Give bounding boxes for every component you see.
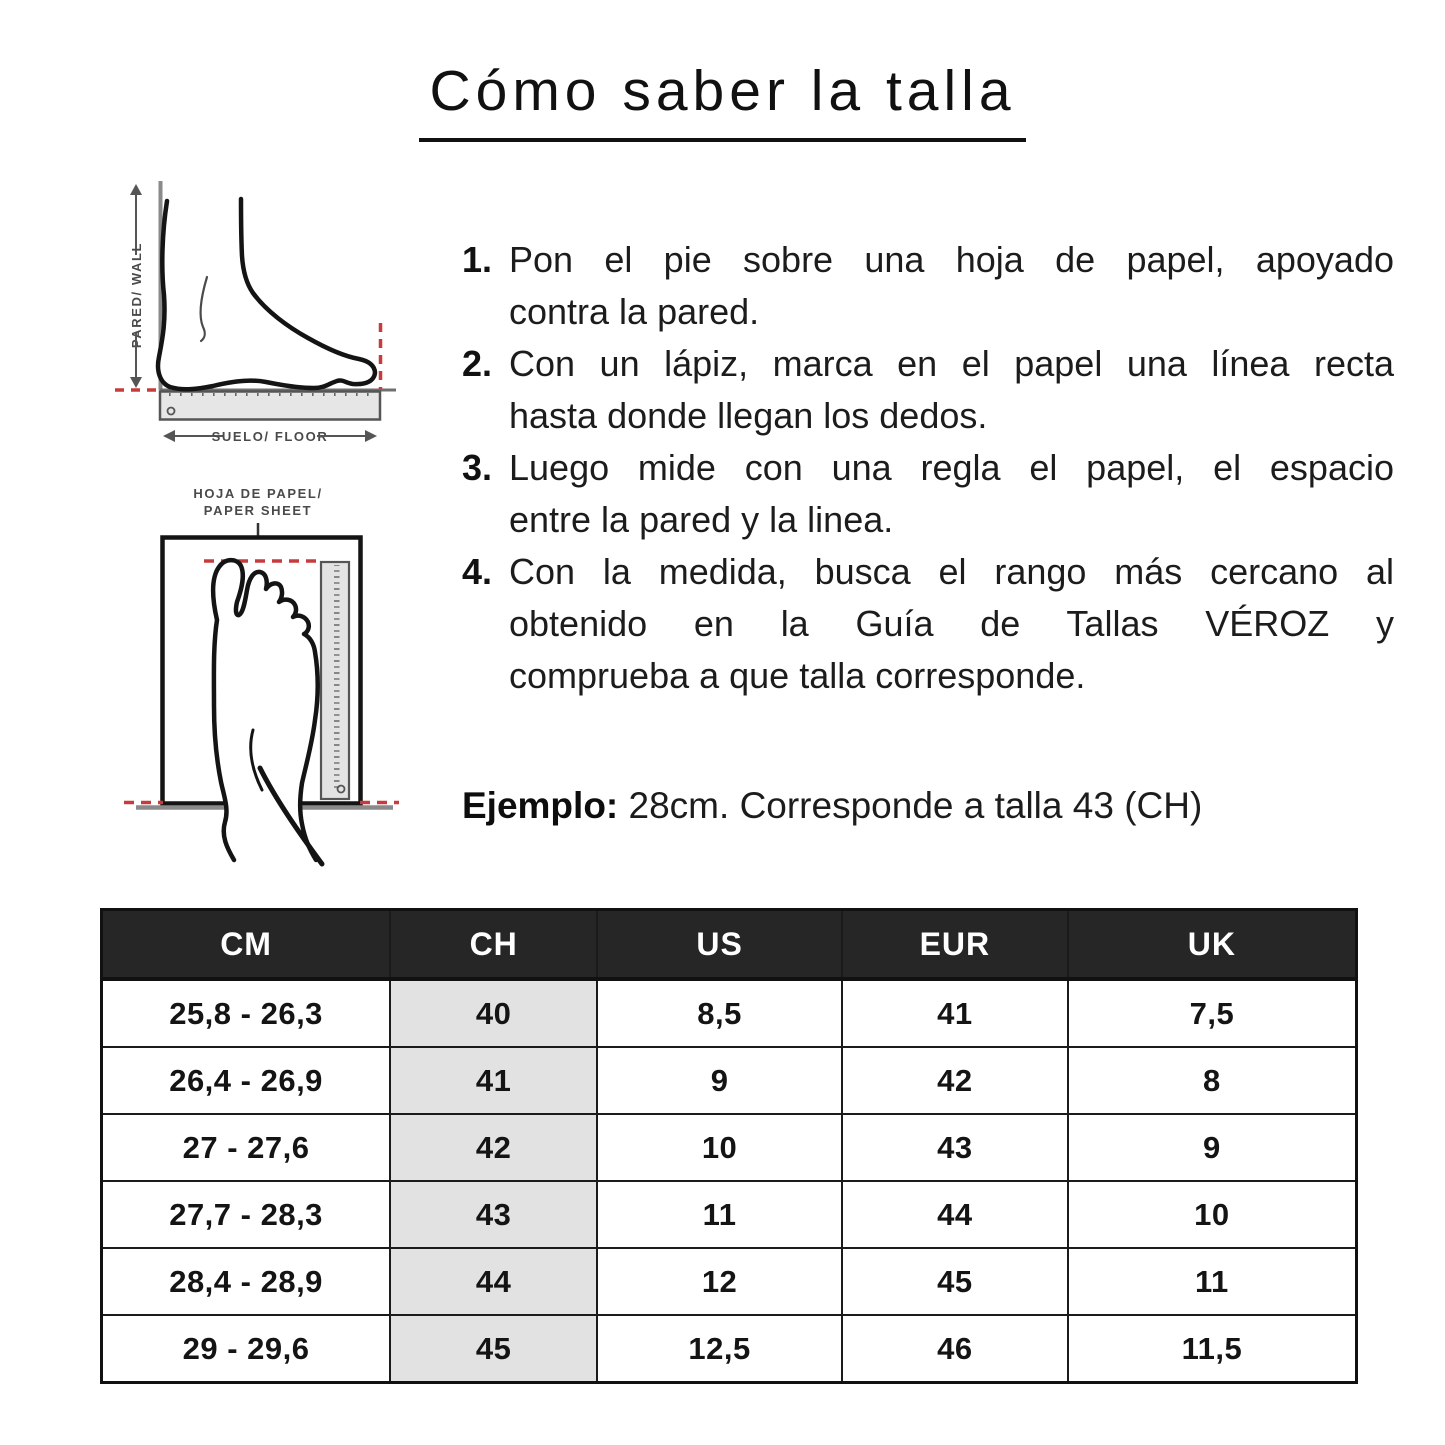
step-number: 1. — [462, 239, 493, 280]
example-line — [462, 785, 1402, 827]
step-text-line: comprueba a que talla corresponde. — [509, 655, 1086, 696]
diagram-foot-top-paper — [108, 468, 458, 898]
cell-uk: 11 — [1068, 1248, 1357, 1315]
cell-cm: 25,8 - 26,3 — [102, 979, 391, 1047]
table-row — [102, 1248, 1357, 1315]
instructions-list — [462, 234, 1394, 702]
cell-us: 9 — [597, 1047, 842, 1114]
cell-ch: 40 — [390, 979, 597, 1047]
cell-eur: 43 — [842, 1114, 1068, 1181]
wall-label: PARED/ WALL — [129, 241, 144, 349]
table-row — [102, 1181, 1357, 1248]
cell-uk: 10 — [1068, 1181, 1357, 1248]
table-row — [102, 1315, 1357, 1383]
step-number: 4. — [462, 551, 493, 592]
cell-eur: 44 — [842, 1181, 1068, 1248]
cell-ch: 44 — [390, 1248, 597, 1315]
cell-cm: 26,4 - 26,9 — [102, 1047, 391, 1114]
arrow-right-icon — [365, 430, 377, 442]
instruction-step — [462, 546, 1394, 702]
cell-ch: 43 — [390, 1181, 597, 1248]
ruler-ticks — [163, 393, 377, 407]
table-row — [102, 1047, 1357, 1114]
step-text-line: Con un lápiz, marca en el papel una línea recta — [509, 343, 1394, 384]
cell-uk: 7,5 — [1068, 979, 1357, 1047]
example-text: 28cm. Corresponde a talla 43 (CH) — [618, 785, 1203, 826]
paper-label-line2: PAPER SHEET — [203, 503, 313, 518]
instruction-step — [462, 442, 1394, 546]
cell-cm: 27,7 - 28,3 — [102, 1181, 391, 1248]
floor-label: SUELO/ FLOOR — [211, 429, 329, 444]
cell-us: 11 — [597, 1181, 842, 1248]
step-text-line: contra la pared. — [509, 291, 760, 332]
cell-cm: 29 - 29,6 — [102, 1315, 391, 1383]
cell-cm: 27 - 27,6 — [102, 1114, 391, 1181]
title-wrap — [0, 58, 1445, 142]
step-text-line: hasta donde llegan los dedos. — [509, 395, 988, 436]
cell-eur: 41 — [842, 979, 1068, 1047]
size-conversion-table — [100, 908, 1358, 1384]
cell-eur: 46 — [842, 1315, 1068, 1383]
instruction-step — [462, 338, 1394, 442]
table-header-row — [102, 910, 1357, 980]
cell-us: 12,5 — [597, 1315, 842, 1383]
step-text-line: Pon el pie sobre una hoja de papel, apoyado — [509, 239, 1394, 280]
cell-ch: 42 — [390, 1114, 597, 1181]
cell-cm: 28,4 - 28,9 — [102, 1248, 391, 1315]
arrow-down-icon — [130, 377, 142, 388]
cell-eur: 42 — [842, 1047, 1068, 1114]
cell-ch: 41 — [390, 1047, 597, 1114]
step-text-line: obtenido en la Guía de Tallas VÉROZ y — [509, 603, 1394, 644]
header-ch: CH — [390, 910, 597, 980]
cell-us: 12 — [597, 1248, 842, 1315]
table-row — [102, 1114, 1357, 1181]
diagram-foot-side-wall — [103, 173, 433, 463]
table-row — [102, 979, 1357, 1047]
header-us: US — [597, 910, 842, 980]
header-uk: UK — [1068, 910, 1357, 980]
foot-side-outline — [158, 199, 375, 389]
ruler-ticks — [324, 565, 340, 791]
step-text-line: Luego mide con una regla el papel, el espacio — [509, 447, 1394, 488]
paper-label-line1: HOJA DE PAPEL/ — [193, 486, 323, 501]
header-eur: EUR — [842, 910, 1068, 980]
example-label: Ejemplo: — [462, 785, 619, 826]
step-number: 2. — [462, 343, 493, 384]
cell-us: 8,5 — [597, 979, 842, 1047]
header-cm: CM — [102, 910, 391, 980]
step-text-line: entre la pared y la linea. — [509, 499, 894, 540]
instruction-step — [462, 234, 1394, 338]
cell-us: 10 — [597, 1114, 842, 1181]
page-title: Cómo saber la talla — [419, 58, 1025, 142]
cell-ch: 45 — [390, 1315, 597, 1383]
step-number: 3. — [462, 447, 493, 488]
cell-uk: 8 — [1068, 1047, 1357, 1114]
cell-uk: 11,5 — [1068, 1315, 1357, 1383]
cell-eur: 45 — [842, 1248, 1068, 1315]
step-text-line: Con la medida, busca el rango más cercano al — [509, 551, 1394, 592]
cell-uk: 9 — [1068, 1114, 1357, 1181]
